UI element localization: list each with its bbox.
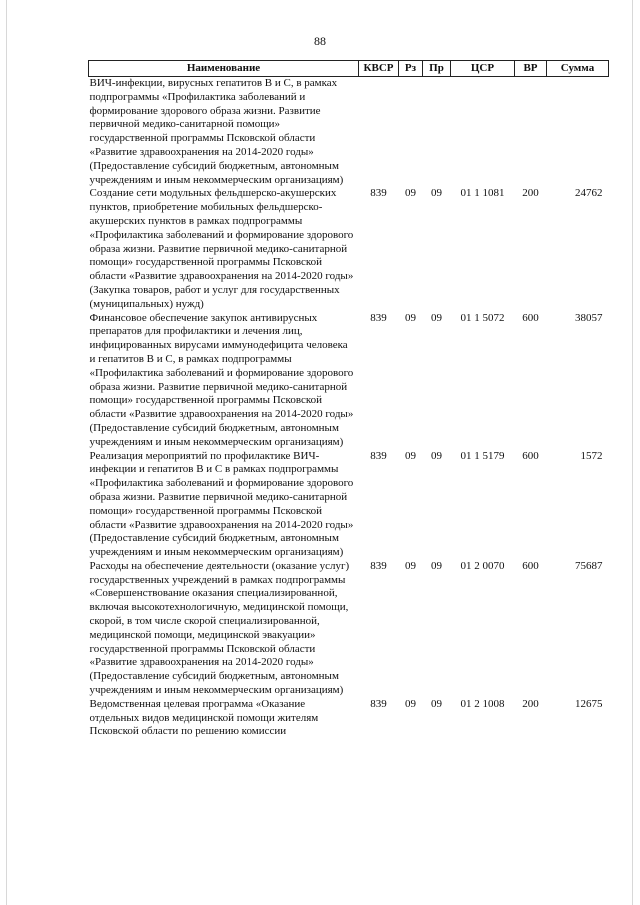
cell-vr: 600 [522, 559, 539, 572]
cell-sum: 12675 [575, 697, 603, 710]
cell-csr: 01 2 1008 [460, 697, 505, 710]
cell-sum: 24762 [575, 187, 603, 200]
header-pr: Пр [423, 61, 451, 77]
cell-rz: 09 [405, 187, 416, 200]
cell-kvsr [359, 77, 399, 188]
cell-csr: 01 1 5179 [460, 449, 505, 462]
cell-kvsr: 839 [370, 187, 387, 200]
cell-name: Реализация мероприятий по профилактике ВИЧ-инфекции и гепатитов В и С в рамках подпрограммы «Профилактика заболеваний и формирование здорового образа жизни. Развитие первичной медико-санитарной помощи» государственной программы Псковской области «Развитие здравоохранения на 2014-2020 годы» (Предоставление субсидий бюджетным, автономным учреждениям и иным некоммерческим организациям) [89, 449, 354, 559]
cell-name: Расходы на обеспечение деятельности (оказание услуг) государственных учреждений в рамках подпрограммы «Совершенствование оказания специализированной, включая высокотехнологичную, медицинской помощи, скорой, в том числе скорой специализированной, медицинской помощи, медицинской эвакуации» государственной программы Псковской области «Развитие здравоохранения на 2014-2020 годы» (Предоставление субсидий бюджетным, автономным учреждениям и иным некоммерческим организациям) [89, 559, 350, 697]
cell-kvsr: 839 [370, 697, 387, 710]
table-body [89, 77, 609, 740]
table-row [89, 450, 609, 560]
cell-pr: 09 [431, 187, 442, 200]
cell-pr [423, 77, 451, 188]
cell-csr: 01 1 1081 [460, 187, 505, 200]
cell-pr: 09 [431, 311, 442, 324]
cell-sum: 1572 [580, 449, 603, 462]
table-header [89, 61, 609, 77]
header-row [89, 61, 609, 77]
cell-vr [515, 77, 547, 188]
cell-sum [547, 77, 609, 188]
header-rz: Рз [399, 61, 423, 77]
cell-kvsr: 839 [370, 449, 387, 462]
cell-vr: 600 [522, 311, 539, 324]
cell-rz: 09 [405, 559, 416, 572]
cell-rz: 09 [405, 697, 416, 710]
cell-pr: 09 [431, 559, 442, 572]
table-row [89, 187, 609, 311]
page-number: 88 [314, 34, 326, 48]
budget-table [88, 60, 609, 739]
cell-name: Ведомственная целевая программа «Оказание отдельных видов медицинской помощи жителям Псковской области по решению комиссии [89, 697, 319, 738]
cell-kvsr: 839 [370, 311, 387, 324]
header-csr: ЦСР [451, 61, 515, 77]
cell-pr: 09 [431, 697, 442, 710]
cell-pr: 09 [431, 449, 442, 462]
cell-name: Финансовое обеспечение закупок антивирусных препаратов для профилактики и лечения лиц, инфицированных вирусами иммунодефицита человека и гепатитов В и С, в рамках подпрограммы «Профилактика заболеваний и формирование здорового образа жизни. Развитие первичной медико-санитарной помощи» государственной программы Псковской области «Развитие здравоохранения на 2014-2020 годы» (Предоставление субсидий бюджетным, автономным учреждениям и иным некоммерческим организациям) [89, 311, 354, 448]
cell-rz: 09 [405, 311, 416, 324]
header-name: Наименование [89, 61, 359, 77]
cell-sum: 38057 [575, 311, 603, 324]
scan-edge-right [632, 0, 633, 905]
table-row [89, 560, 609, 698]
table-row [89, 312, 609, 450]
header-sum: Сумма [547, 61, 609, 77]
cell-vr: 200 [522, 697, 539, 710]
cell-csr: 01 2 0070 [460, 559, 505, 572]
cell-vr: 600 [522, 449, 539, 462]
table-row [89, 77, 609, 188]
cell-csr: 01 1 5072 [460, 311, 505, 324]
cell-vr: 200 [522, 187, 539, 200]
cell-sum: 75687 [575, 559, 603, 572]
cell-kvsr: 839 [370, 559, 387, 572]
table-row [89, 698, 609, 739]
header-kvsr: КВСР [359, 61, 399, 77]
cell-rz [399, 77, 423, 188]
scan-edge-left [6, 0, 7, 905]
cell-name: Создание сети модульных фельдшерско-акушерских пунктов, приобретение мобильных фельдшерско-акушерских пунктов в рамках подпрограммы «Профилактика заболеваний и формирование здорового образа жизни. Развитие первичной медико-санитарной помощи» государственной программы Псковской области «Развитие здравоохранения на 2014-2020 годы» (Закупка товаров, работ и услуг для государственных (муниципальных) нужд) [89, 187, 354, 310]
cell-rz: 09 [405, 449, 416, 462]
header-vr: ВР [515, 61, 547, 77]
cell-csr [451, 77, 515, 188]
cell-name: ВИЧ-инфекции, вирусных гепатитов В и С, в рамках подпрограммы «Профилактика заболеваний и формирование здорового образа жизни. Развитие первичной медико-санитарной помощи» государственной программы Псковской области «Развитие здравоохранения на 2014-2020 годы» (Предоставление субсидий бюджетным, автономным учреждениям и иным некоммерческим организациям) [89, 77, 344, 186]
